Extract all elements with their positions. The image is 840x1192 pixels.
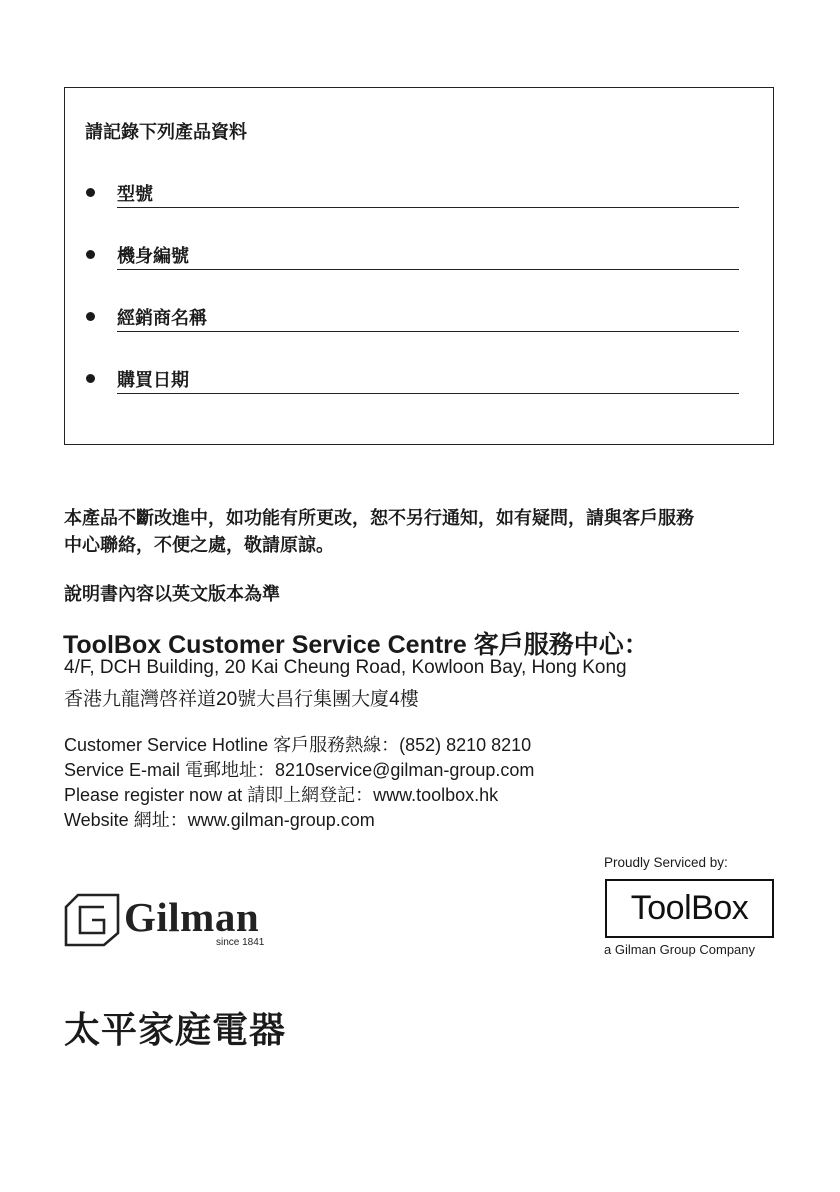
brand-chinese-name: 太平家庭電器	[64, 1009, 287, 1050]
field-purchase-date	[65, 366, 773, 406]
field-label-model: 型號	[117, 184, 153, 204]
field-model	[65, 180, 773, 220]
bullet-icon	[86, 374, 95, 383]
gilman-wordmark: Gilman	[124, 894, 260, 940]
service-centre-title: ToolBox Customer Service Centre 客戶服務中心：	[63, 631, 649, 659]
register-text[interactable]: Please register now at 請即上網登記：www.toolbox.hk	[64, 785, 499, 805]
website-text[interactable]: Website 網址：www.gilman-group.com	[64, 810, 375, 830]
toolbox-logo	[605, 879, 774, 938]
field-line-purchase-date[interactable]	[117, 393, 739, 394]
address-chinese: 香港九龍灣啓祥道20號大昌行集團大廈4樓	[64, 689, 419, 710]
address-english: 4/F, DCH Building, 20 Kai Cheung Road, Kowloon Bay, Hong Kong	[64, 657, 627, 678]
toolbox-wordmark: ToolBox	[630, 889, 749, 927]
product-record-box	[64, 87, 774, 445]
toolbox-tagline: a Gilman Group Company	[604, 942, 756, 957]
field-label-purchase-date: 購買日期	[117, 370, 189, 390]
bullet-icon	[86, 250, 95, 259]
record-title: 請記錄下列產品資料	[85, 122, 247, 142]
email-text[interactable]: Service E-mail 電郵地址：8210service@gilman-group.com	[64, 760, 535, 780]
bullet-icon	[86, 188, 95, 197]
field-label-dealer: 經銷商名稱	[117, 308, 207, 328]
hotline-text: Customer Service Hotline 客戶服務熱線：(852) 8210 8210	[64, 735, 532, 755]
gilman-g-emblem-icon	[64, 893, 120, 952]
improvement-notice	[64, 505, 784, 559]
field-dealer	[65, 304, 773, 344]
field-line-dealer[interactable]	[117, 331, 739, 332]
field-label-serial: 機身編號	[117, 246, 189, 266]
notice-line-1: 本產品不斷改進中，如功能有所更改，恕不另行通知，如有疑問，請與客戶服務	[64, 508, 694, 528]
field-serial	[65, 242, 773, 282]
gilman-since: since 1841	[216, 937, 265, 948]
field-line-serial[interactable]	[117, 269, 739, 270]
bullet-icon	[86, 312, 95, 321]
field-line-model[interactable]	[117, 207, 739, 208]
manual-language-note: 說明書內容以英文版本為準	[64, 584, 280, 604]
notice-line-2: 中心聯絡，不便之處，敬請原諒。	[64, 535, 334, 555]
proudly-serviced-label: Proudly Serviced by:	[604, 855, 728, 870]
